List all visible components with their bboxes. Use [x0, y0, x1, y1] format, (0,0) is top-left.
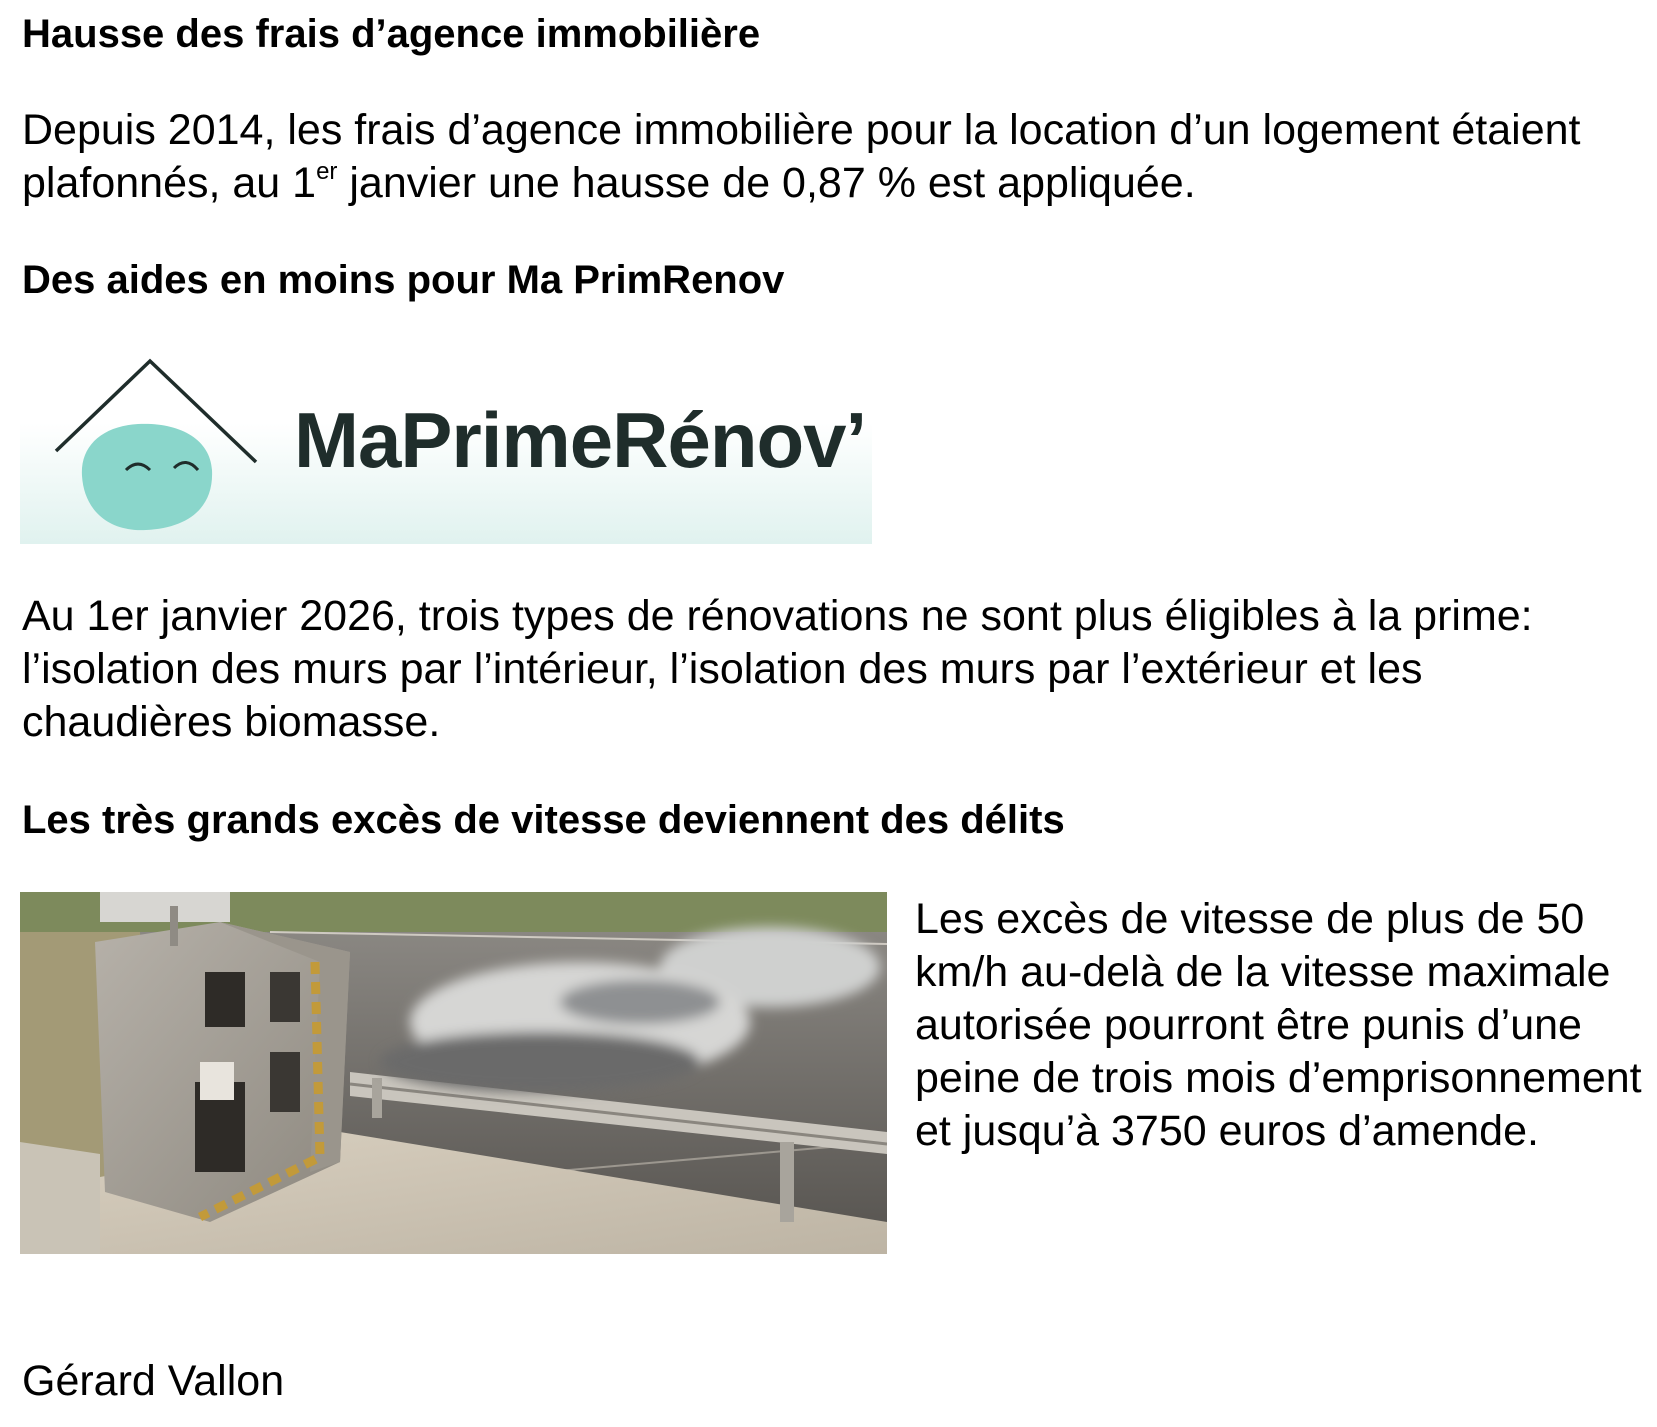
speed-camera-photo: [20, 892, 887, 1254]
maprimerenov-logo: [20, 358, 872, 544]
ordinal-superscript: er: [316, 158, 338, 185]
agency-fees-text-end: janvier une hausse de 0,87 % est appliquée.: [337, 159, 1196, 207]
agency-fees-paragraph: [22, 104, 1642, 216]
section-title-primrenov: Des aides en moins pour Ma PrimRenov: [22, 258, 785, 302]
speed-camera-road-photo-icon: [20, 892, 887, 1254]
logo-wordmark: MaPrimeRénov’: [294, 396, 867, 484]
speeding-paragraph: Les excès de vitesse de plus de 50 km/h au-delà de la vitesse maximale autorisée pourront être punis d’une peine de trois mois d’emprisonnement et jusqu’à 3750 euros d’amende.: [915, 895, 1642, 1155]
section-title-agency-fees: Hausse des frais d’agence immobilière: [22, 12, 761, 56]
author-signature: Gérard Vallon: [22, 1357, 285, 1405]
section-title-speeding: Les très grands excès de vitesse deviennent des délits: [22, 798, 1065, 842]
agency-fees-text-start: Depuis 2014, les frais d’agence immobilière pour la location d’un logement étaient plafonnés, au 1: [22, 106, 1581, 207]
primrenov-paragraph: Au 1er janvier 2026, trois types de rénovations ne sont plus éligibles à la prime: l’isolation des murs par l’intérieur, l’isolation des murs par l’extérieur et les chaudières biomasse.: [22, 592, 1533, 746]
